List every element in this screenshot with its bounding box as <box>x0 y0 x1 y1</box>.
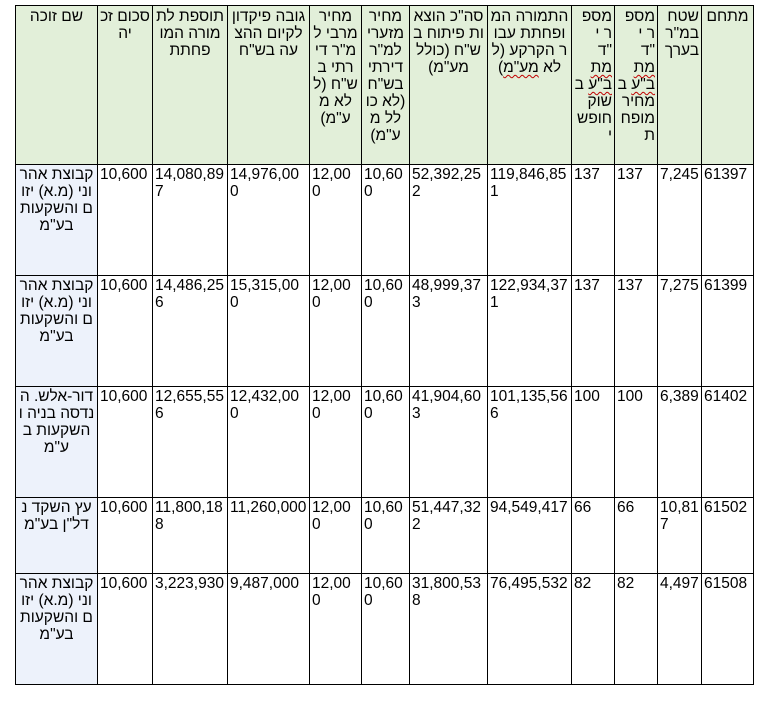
cell-units-free: 137 <box>572 276 615 387</box>
cell-guarantee: 9,487,000 <box>228 574 310 685</box>
cell-winner: עץ השקד נדל"ן בע"מ <box>16 498 98 574</box>
tender-results-table <box>15 5 754 685</box>
cell-units-free: 82 <box>572 574 615 685</box>
cell-units-discount: 137 <box>615 165 658 276</box>
header-dev-costs: סה"כ הוצאות פיתוח בש"ח (כולל מע"מ) <box>410 6 488 165</box>
cell-area: 6,389 <box>658 387 702 498</box>
header-supplement: תוספת לתמורה המופחתת <box>153 6 228 165</box>
table-row <box>16 387 754 498</box>
cell-complex: 61397 <box>702 165 754 276</box>
cell-win-amount: 10,600 <box>98 574 153 685</box>
cell-max-price: 12,000 <box>310 276 362 387</box>
cell-land-payment: 119,846,851 <box>488 165 572 276</box>
cell-min-price: 10,600 <box>362 574 410 685</box>
header-guarantee: גובה פיקדון לקיום ההצעה בש"ח <box>228 6 310 165</box>
cell-units-free: 137 <box>572 165 615 276</box>
cell-units-discount: 137 <box>615 276 658 387</box>
cell-min-price: 10,600 <box>362 276 410 387</box>
header-win-amount: סכום זכיה <box>98 6 153 165</box>
cell-supplement: 12,655,556 <box>153 387 228 498</box>
cell-dev-costs: 31,800,538 <box>410 574 488 685</box>
cell-min-price: 10,600 <box>362 498 410 574</box>
cell-land-payment: 76,495,532 <box>488 574 572 685</box>
cell-win-amount: 10,600 <box>98 276 153 387</box>
cell-complex: 61402 <box>702 387 754 498</box>
cell-dev-costs: 52,392,252 <box>410 165 488 276</box>
cell-guarantee: 11,260,000 <box>228 498 310 574</box>
cell-supplement: 14,486,256 <box>153 276 228 387</box>
header-max-price: מחיר מרבי למ"ר דירתי בש"ח (ללא מע"מ) <box>310 6 362 165</box>
header-units-free: מספר יח"ד מתב"ע בשוק חופשי <box>572 6 615 165</box>
cell-land-payment: 94,549,417 <box>488 498 572 574</box>
cell-units-discount: 82 <box>615 574 658 685</box>
header-winner: שם זוכה <box>16 6 98 165</box>
cell-complex: 61502 <box>702 498 754 574</box>
cell-winner: קבוצת אהרוני (מ.א) יזום והשקעות בע"מ <box>16 165 98 276</box>
cell-winner: קבוצת אהרוני (מ.א) יזום והשקעות בע"מ <box>16 574 98 685</box>
cell-dev-costs: 51,447,322 <box>410 498 488 574</box>
cell-supplement: 11,800,188 <box>153 498 228 574</box>
cell-max-price: 12,000 <box>310 498 362 574</box>
cell-dev-costs: 48,999,373 <box>410 276 488 387</box>
header-land-payment: התמורה המופחתת עבור הקרקע (ללא מע"מ) <box>488 6 572 165</box>
header-complex: מתחם <box>702 6 754 165</box>
cell-guarantee: 12,432,000 <box>228 387 310 498</box>
cell-max-price: 12,000 <box>310 387 362 498</box>
header-row <box>16 6 754 165</box>
cell-dev-costs: 41,904,603 <box>410 387 488 498</box>
cell-units-discount: 66 <box>615 498 658 574</box>
header-units-discount: מספר יח"ד מתב"ע במחיר מופחת <box>615 6 658 165</box>
cell-units-free: 100 <box>572 387 615 498</box>
cell-guarantee: 15,315,000 <box>228 276 310 387</box>
cell-supplement: 14,080,897 <box>153 165 228 276</box>
cell-winner: דור-אלש. הנדסה בניה והשקעות בע"מ <box>16 387 98 498</box>
table-row <box>16 276 754 387</box>
header-min-price: מחיר מזערי למ"ר דירתי בש"ח (לא כולל מע"מ) <box>362 6 410 165</box>
table-row <box>16 165 754 276</box>
cell-units-discount: 100 <box>615 387 658 498</box>
table-row <box>16 498 754 574</box>
cell-min-price: 10,600 <box>362 387 410 498</box>
cell-win-amount: 10,600 <box>98 165 153 276</box>
cell-max-price: 12,000 <box>310 165 362 276</box>
cell-units-free: 66 <box>572 498 615 574</box>
cell-land-payment: 122,934,371 <box>488 276 572 387</box>
header-area: שטח במ"ר בערך <box>658 6 702 165</box>
cell-supplement: 3,223,930 <box>153 574 228 685</box>
cell-area: 7,275 <box>658 276 702 387</box>
cell-win-amount: 10,600 <box>98 387 153 498</box>
cell-max-price: 12,000 <box>310 574 362 685</box>
cell-complex: 61508 <box>702 574 754 685</box>
cell-winner: קבוצת אהרוני (מ.א) יזום והשקעות בע"מ <box>16 276 98 387</box>
cell-land-payment: 101,135,566 <box>488 387 572 498</box>
cell-win-amount: 10,600 <box>98 498 153 574</box>
table-row <box>16 574 754 685</box>
cell-area: 4,497 <box>658 574 702 685</box>
cell-complex: 61399 <box>702 276 754 387</box>
cell-area: 7,245 <box>658 165 702 276</box>
cell-min-price: 10,600 <box>362 165 410 276</box>
cell-guarantee: 14,976,000 <box>228 165 310 276</box>
cell-area: 10,817 <box>658 498 702 574</box>
